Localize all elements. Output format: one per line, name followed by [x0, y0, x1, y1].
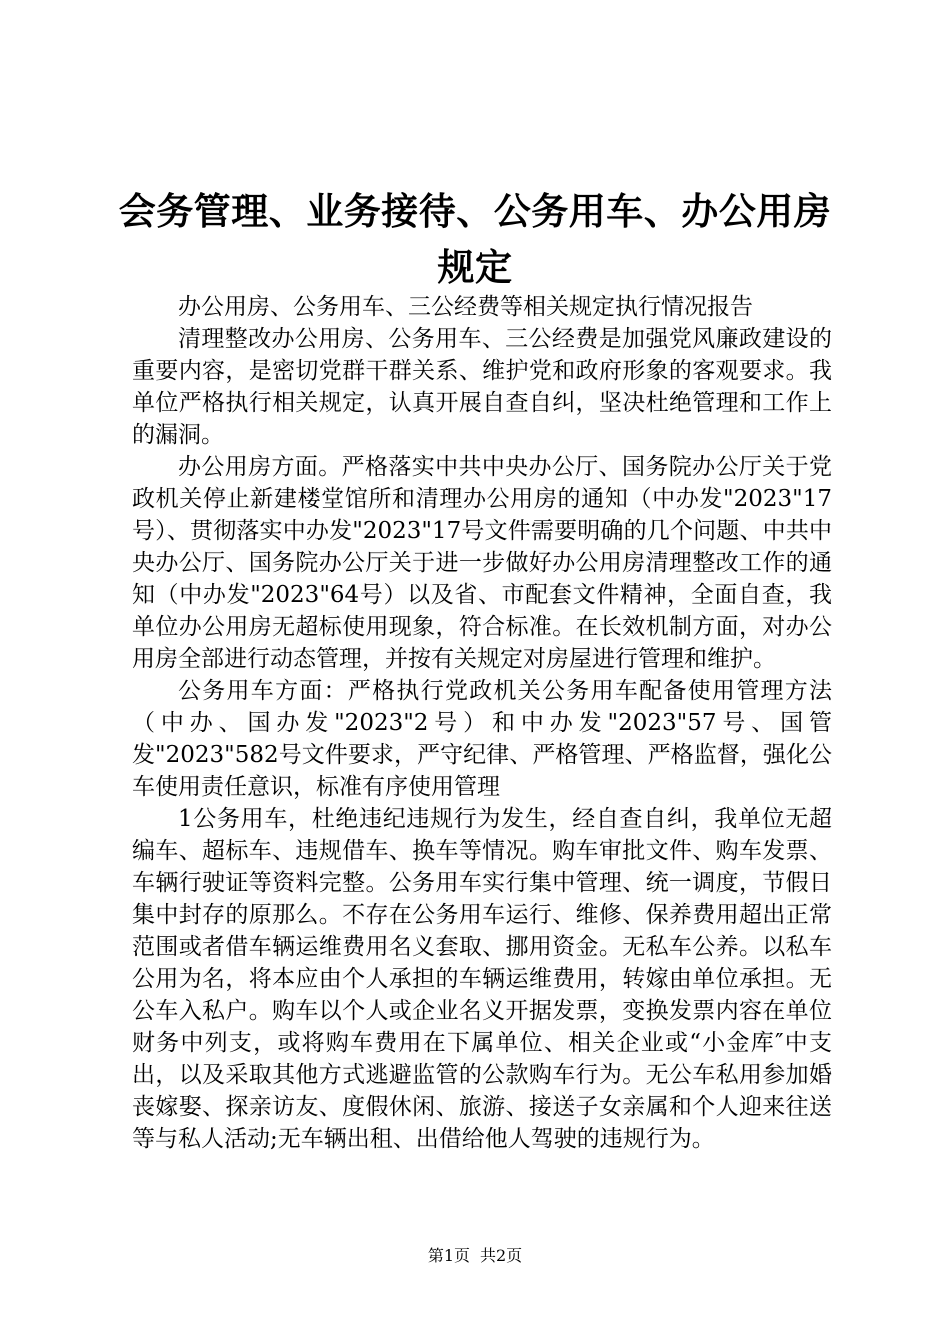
- report-heading-paragraph: 办公用房、公务用车、三公经费等相关规定执行情况报告: [178, 294, 753, 320]
- document-title: 会务管理、业务接待、公务用车、办公用房规定: [118, 189, 832, 289]
- vehicle-self-check-paragraph: 1公务用车，杜绝违纪违规行为发生，经自查自纠，我单位无超编车、超标车、违规借车、换车等情况。购车审批文件、购车发票、车辆行驶证等资料完整。公务用车实行集中管理、统一调度，节假日集中封存的原那么。不存在公务用车运行、维修、保养费用超出正常范围或者借车辆运维费用名义套取、挪用资金。无私车公养。以私车公用为名，将本应由个人承担的车辆运维费用，转嫁由单位承担。无公车入私户。购车以个人或企业名义开据发票，变换发票内容在单位财务中列支，或将购车费用在下属单位、相关企业或“小金库″中支出，以及采取其他方式逃避监管的公款购车行为。无公车私用参加婚丧嫁娶、探亲访友、度假休闲、旅游、接送子女亲属和个人迎来往送等与私人活动;无车辆出租、出借给他人驾驶的违规行为。: [132, 806, 832, 1152]
- page-total: 共2页: [480, 1246, 523, 1265]
- document-body: [132, 291, 832, 1155]
- official-vehicle-paragraph: 公务用车方面：严格执行党政机关公务用车配备使用管理方法（中办、国办发"2023"2号）和中办发"2023"57号、国管发"2023"582号文件要求，严守纪律、严格管理、严格监督，强化公车使用责任意识，标准有序使用管理: [132, 678, 832, 800]
- intro-paragraph: 清理整改办公用房、公务用车、三公经费是加强党风廉政建设的重要内容，是密切党群干群关系、维护党和政府形象的客观要求。我单位严格执行相关规定，认真开展自查自纠，坚决杜绝管理和工作上的漏洞。: [132, 326, 832, 448]
- page-number: 第1页: [427, 1246, 470, 1265]
- office-space-paragraph: 办公用房方面。严格落实中共中央办公厅、国务院办公厅关于党政机关停止新建楼堂馆所和清理办公用房的通知（中办发"2023"17号）、贯彻落实中办发"2023"17号文件需要明确的几个问题、中共中央办公厅、国务院办公厅关于进一步做好办公用房清理整改工作的通知（中办发"2023"64号）以及省、市配套文件精神，全面自查，我单位办公用房无超标使用现象，符合标准。在长效机制方面，对办公用房全部进行动态管理，并按有关规定对房屋进行管理和维护。: [132, 454, 832, 672]
- page-footer: [0, 1246, 950, 1266]
